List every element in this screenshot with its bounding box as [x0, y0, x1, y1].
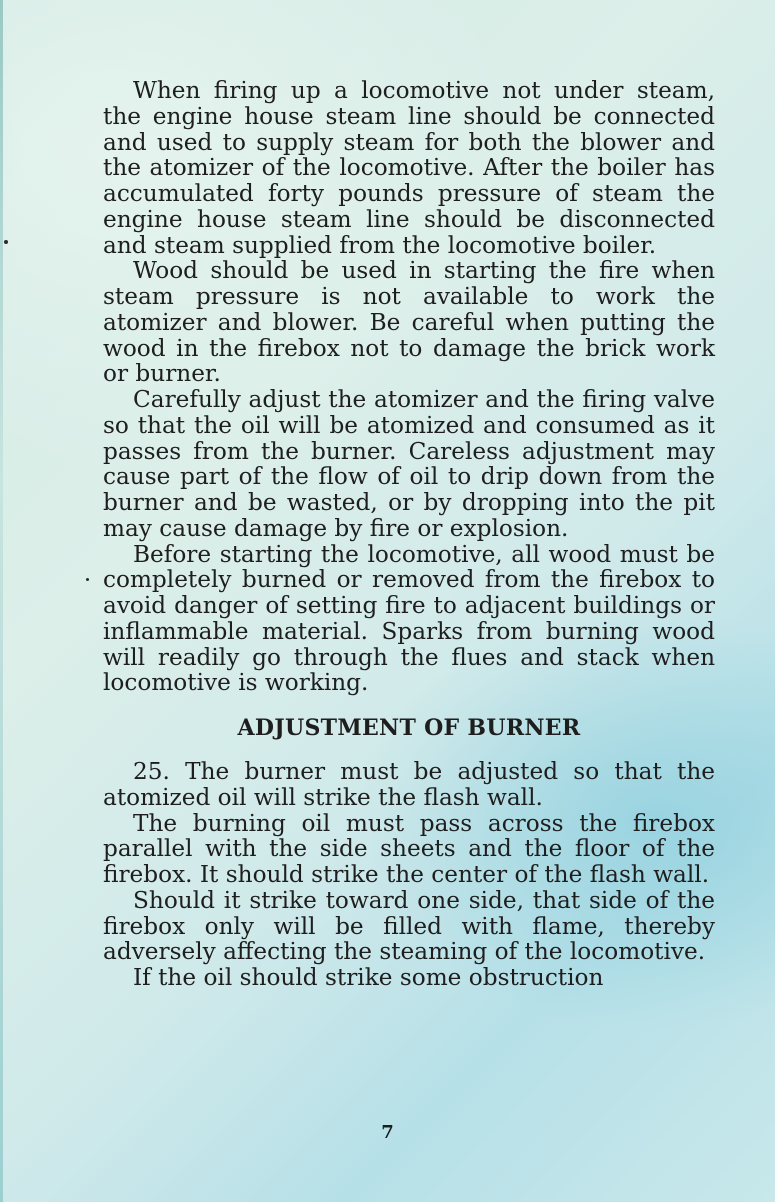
section-heading: ADJUSTMENT OF BURNER	[237, 715, 581, 741]
ink-speck	[86, 578, 89, 581]
ink-speck	[4, 240, 8, 244]
paragraph-firing-up: When firing up a locomotive not under steam, the engine house steam line should be connected and used to supply steam for both the blower and the atomizer of the locomotive. After the boiler has accumulated forty pounds pressure of steam the engine house steam line should be disconnected and steam supplied from the locomotive boiler.	[103, 77, 715, 259]
paragraph-strike-one-side: Should it strike toward one side, that side of the firebox only will be filled with flame, thereby adversely affecting the steaming of the locomotive.	[103, 886, 715, 966]
paragraph-burning-oil: The burning oil must pass across the firebox parallel with the side sheets and the floor of the firebox. It should strike the center of the flash wall.	[103, 809, 715, 888]
page-left-edge	[0, 0, 3, 1202]
paragraph-adjust-atomizer: Carefully adjust the atomizer and the firing valve so that the oil will be atomized and consumed as it passes from the burner. Careless adjustment may cause part of the flow of oil to drip down from the burner and be wasted, or by dropping into the pit may cause damage by fire or explosion.	[103, 386, 715, 542]
body-text	[103, 78, 715, 991]
paragraph-before-starting: Before starting the locomotive, all wood must be completely burned or removed from the firebox to avoid danger of setting fire to adjacent buildings or inflammable material. Sparks from burning wood will readily go through the flues and stack when locomotive is working.	[103, 540, 715, 697]
page-number: 7	[381, 1122, 394, 1143]
paragraph-burner-adjusted: 25. The burner must be adjusted so that the atomized oil will strike the flash wall.	[103, 758, 715, 811]
paragraph-obstruction: If the oil should strike some obstruction	[133, 964, 604, 991]
paragraph-wood-starting: Wood should be used in starting the fire when steam pressure is not available to work the atomizer and blower. Be careful when putting the wood in the firebox not to damage the brick work or burner.	[103, 257, 715, 388]
